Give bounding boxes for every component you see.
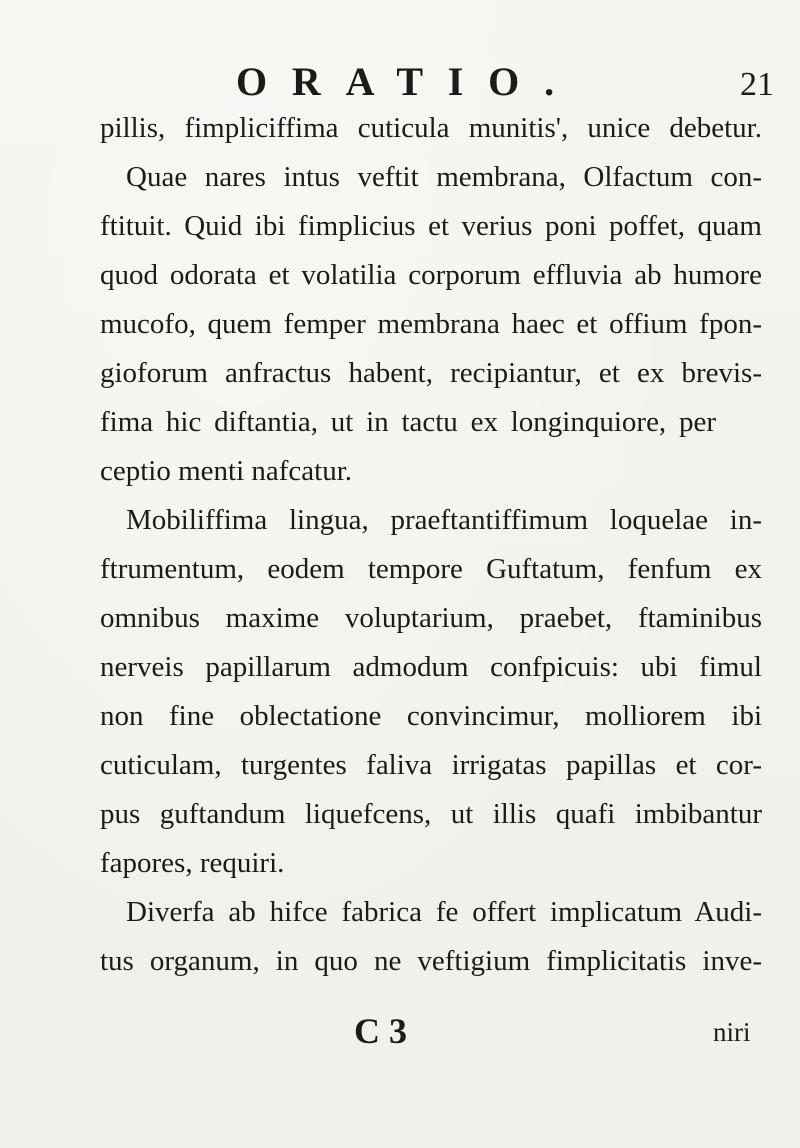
text-line-17: Diverfa ab hifce fabrica fe offert implicatum Audi- [126, 896, 762, 928]
text-line-13: non fine oblectatione convincimur, molliorem ibi [100, 700, 762, 732]
text-line-2: Quae nares intus veftit membrana, Olfactum con- [126, 161, 762, 193]
text-line-9: Mobiliffima lingua, praeftantiffimum loquelae in- [126, 504, 762, 536]
text-line-11: omnibus maxime voluptarium, praebet, ftaminibus [100, 602, 762, 634]
text-line-8: ceptio menti nafcatur. [100, 455, 353, 487]
text-line-1: pillis, fimpliciffima cuticula munitis', unice debetur. [100, 112, 762, 144]
page-header [0, 59, 800, 104]
catchword: niri [713, 1017, 751, 1047]
text-line-14: cuticulam, turgentes faliva irrigatas papillas et cor- [100, 749, 762, 781]
text-line-10: ftrumentum, eodem tempore Guftatum, fenfum ex [100, 553, 762, 585]
text-line-5: mucofo, quem femper membrana haec et offium fpon- [100, 308, 762, 340]
page-number: 21 [740, 66, 774, 103]
text-line-6: gioforum anfractus habent, recipiantur, et ex brevis- [100, 357, 762, 389]
text-line-7: fima hic diftantia, ut in tactu ex longinquiore, per [100, 406, 716, 438]
text-line-12: nerveis papillarum admodum confpicuis: ubi fimul [100, 651, 762, 683]
text-line-3: ftituit. Quid ibi fimplicius et verius poni poffet, quam [100, 210, 762, 242]
text-line-16: fapores, requiri. [100, 847, 285, 879]
text-line-4: quod odorata et volatilia corporum effluvia ab humore [100, 259, 762, 291]
text-line-15: pus guftandum liquefcens, ut illis quafi imbibantur [100, 798, 762, 830]
text-line-18: tus organum, in quo ne veftigium fimplicitatis inve- [100, 945, 762, 977]
signature-mark: C 3 [354, 1011, 407, 1051]
running-title: ORATIO. [236, 59, 579, 104]
page-footer [0, 1013, 800, 1053]
